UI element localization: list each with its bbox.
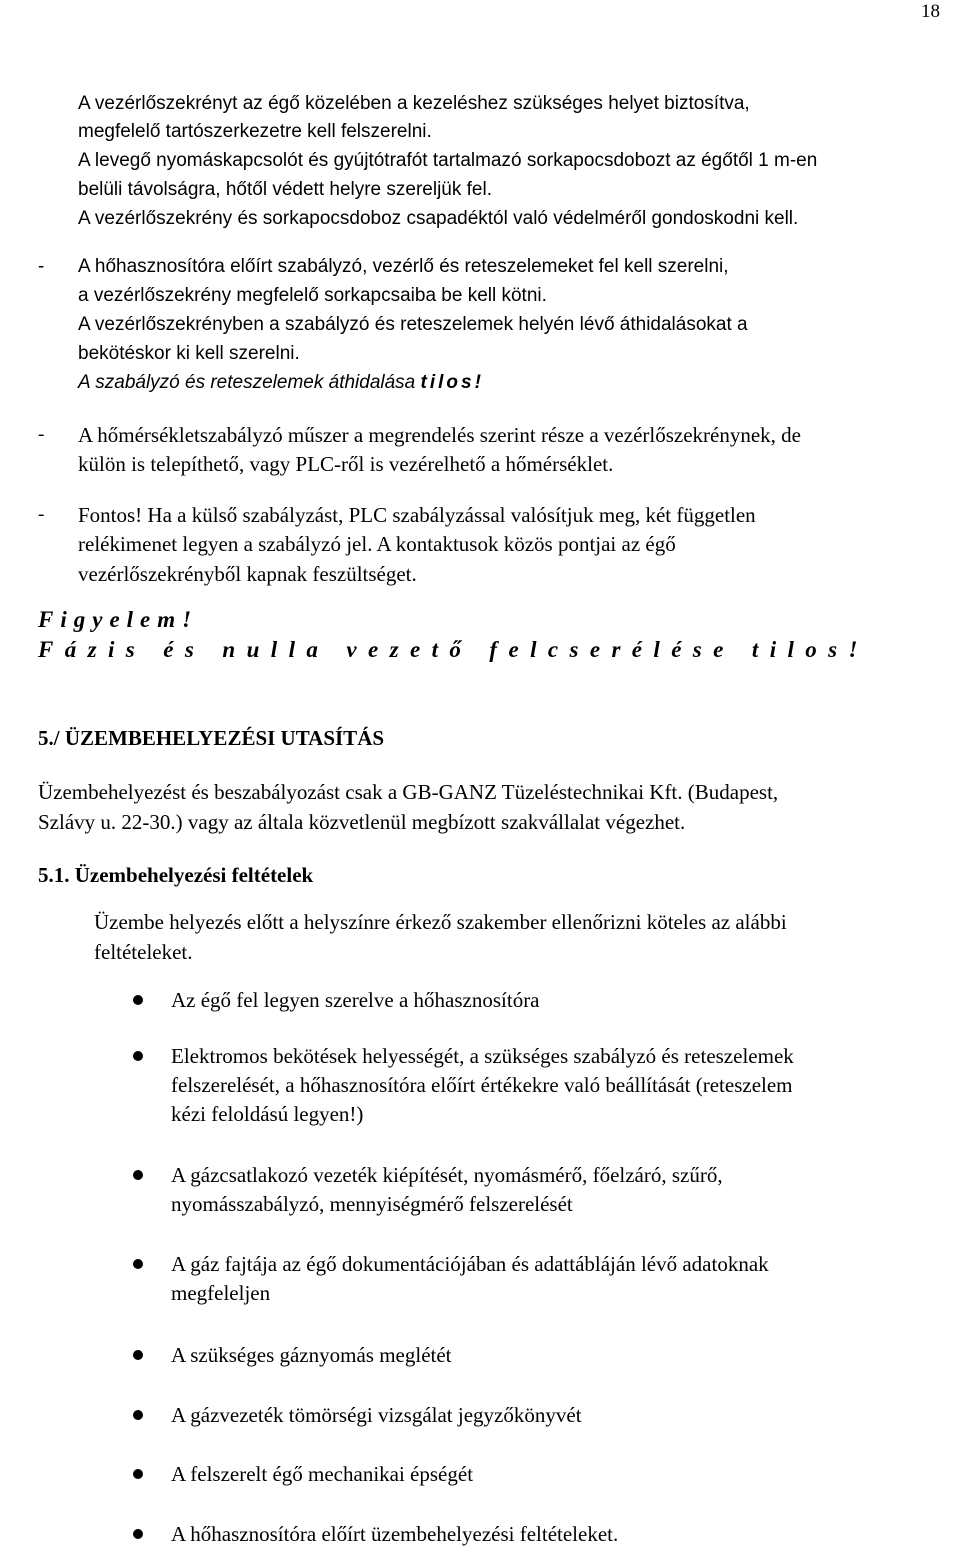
list-item-text: megfeleljen <box>171 1281 271 1305</box>
text-line: Fontos! Ha a külső szabályzást, PLC szabályzással valósítjuk meg, két független <box>78 503 756 527</box>
list-item-text: A szükséges gáznyomás meglétét <box>171 1343 452 1367</box>
text-line: A levegő nyomáskapcsolót és gyújtótrafót tartalmazó sorkapocsdobozt az égőtől 1 m-en <box>78 150 818 171</box>
text-line: A hőhasznosítóra előírt szabályzó, vezérlő és reteszelemeket fel kell szerelni, <box>78 256 729 277</box>
text-line: külön is telepíthető, vagy PLC-ről is vezérelhető a hőmérséklet. <box>78 452 614 476</box>
text-line: vezérlőszekrényből kapnak feszültséget. <box>78 562 417 586</box>
text-line: A vezérlőszekrény és sorkapocsdoboz csapadéktól való védelméről gondoskodni kell. <box>78 208 799 229</box>
bullet-icon <box>133 995 143 1005</box>
bullet-icon <box>133 1259 143 1269</box>
list-item-text: Elektromos bekötések helyességét, a szükséges szabályzó és reteszelemek <box>171 1044 794 1068</box>
list-dash: - <box>38 424 45 445</box>
list-item-text: A gázvezeték tömörségi vizsgálat jegyzőkönyvét <box>171 1403 582 1427</box>
text-line: Üzembehelyezést és beszabályozást csak a GB-GANZ Tüzeléstechnikai Kft. (Budapest, <box>38 780 779 804</box>
bullet-icon <box>133 1170 143 1180</box>
bullet-icon <box>133 1410 143 1420</box>
list-item-text: A felszerelt égő mechanikai épségét <box>171 1462 474 1486</box>
bullet-icon <box>133 1051 143 1061</box>
list-item-text: felszerelését, a hőhasznosítóra előírt értékekre való beállítását (reteszelem <box>171 1073 793 1097</box>
text-line-warning <box>78 370 484 396</box>
text-line: A hőmérsékletszabályzó műszer a megrendelés szerint része a vezérlőszekrénynek, de <box>78 423 801 447</box>
text-line: a vezérlőszekrény megfelelő sorkapcsaiba be kell kötni. <box>78 285 547 306</box>
list-dash: - <box>38 504 45 525</box>
bullet-icon <box>133 1529 143 1539</box>
list-dash: - <box>38 256 45 277</box>
text-line: belüli távolságra, hőtől védett helyre szereljük fel. <box>78 179 493 200</box>
list-item-text: Az égő fel legyen szerelve a hőhasznosítóra <box>171 988 540 1012</box>
page-number: 18 <box>921 1 940 22</box>
list-item-text: A hőhasznosítóra előírt üzembehelyezési feltételeket. <box>171 1522 619 1546</box>
text-line: Üzembe helyezés előtt a helyszínre érkező szakember ellenőrizni köteles az alábbi <box>94 910 787 934</box>
text-line: relékimenet legyen a szabályzó jel. A kontaktusok közös pontjai az égő <box>78 532 676 556</box>
text-line: bekötéskor ki kell szerelni. <box>78 343 300 364</box>
text-line: A vezérlőszekrényt az égő közelében a kezeléshez szükséges helyet biztosítva, <box>78 93 750 114</box>
list-item-text: nyomásszabályzó, mennyiségmérő felszerelését <box>171 1192 573 1216</box>
warning-title: Figyelem! <box>38 607 199 632</box>
warning-text: Fázis és nulla vezető felcserélése tilos! <box>38 637 869 662</box>
list-item-text: A gázcsatlakozó vezeték kiépítését, nyomásmérő, főelzáró, szűrő, <box>171 1163 723 1187</box>
tilos-emphasis: tilos! <box>420 372 484 393</box>
bullet-icon <box>133 1350 143 1360</box>
text-line: A vezérlőszekrényben a szabályzó és reteszelemek helyén lévő áthidalásokat a <box>78 314 748 335</box>
text-line: Szlávy u. 22-30.) vagy az általa közvetlenül megbízott szakvállalat végezhet. <box>38 810 686 834</box>
list-item-text: kézi feloldású legyen!) <box>171 1102 364 1126</box>
section-heading: 5./ ÜZEMBEHELYEZÉSI UTASÍTÁS <box>38 726 385 750</box>
list-item-text: A gáz fajtája az égő dokumentációjában és adattábláján lévő adatoknak <box>171 1252 769 1276</box>
italic-text: A szabályzó és reteszelemek áthidalása <box>78 372 421 393</box>
text-line: feltételeket. <box>94 940 193 964</box>
bullet-icon <box>133 1469 143 1479</box>
text-line: megfelelő tartószerkezetre kell felszerelni. <box>78 121 432 142</box>
subsection-heading: 5.1. Üzembehelyezési feltételek <box>38 863 314 887</box>
